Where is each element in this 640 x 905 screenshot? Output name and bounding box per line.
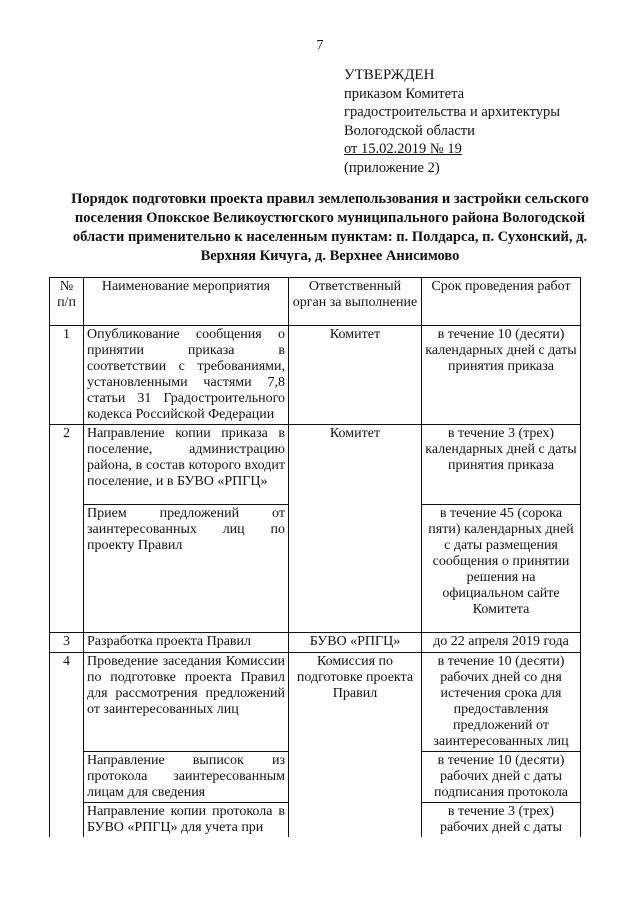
responsible-org: Комиссия по подготовке проекта Правил — [289, 653, 422, 838]
row-number: 2 — [50, 425, 84, 633]
activity-name: Опубликование сообщения о принятии приказа в соответствии с требованиями, установленными частями 7,8 статьи 31 Градостроительного кодекса Российской Федерации — [84, 326, 289, 425]
approval-heading: УТВЕРЖДЕН — [344, 67, 435, 83]
header-org: Ответственный орган за выполнение — [289, 278, 422, 326]
approval-order-number: от 15.02.2019 № 19 — [344, 141, 462, 157]
header-name: Наименование мероприятия — [84, 278, 289, 326]
deadline: в течение 3 (трех) рабочих дней с даты — [422, 803, 581, 838]
activity-name: Направление копии протокола в БУВО «РПГЦ» для учета при — [84, 803, 289, 838]
table-row — [50, 425, 581, 505]
page-number: 7 — [316, 38, 324, 53]
document-title: Порядок подготовки проекта правил землепользования и застройки сельского поселения Опокское Великоустюгского муниципального района Вологодской области применительно к населенным пунктам: п. Полдарса, п. Сухонский, д. Верхняя Кичуга, д. Верхнее Анисимово — [71, 191, 589, 264]
activity-name: Направление выписок из протокола заинтересованным лицам для сведения — [84, 752, 289, 803]
deadline: в течение 10 (десяти) рабочих дней со дня истечения срока для предоставления предложений от заинтересованных лиц — [422, 653, 581, 752]
approval-line: градостроительства и архитектуры — [344, 104, 561, 120]
approval-line: Вологодской области — [344, 122, 475, 139]
deadline: в течение 10 (десяти) рабочих дней с даты подписания протокола — [422, 752, 581, 803]
responsible-org: БУВО «РПГЦ» — [289, 633, 422, 653]
table-row — [50, 633, 581, 653]
row-number: 4 — [50, 653, 84, 838]
activity-name: Прием предложений от заинтересованных лиц по проекту Правил — [84, 505, 289, 633]
table-header-row — [50, 278, 581, 326]
header-num: № п/п — [50, 278, 84, 326]
approval-appendix: (приложение 2) — [344, 159, 440, 176]
activity-name: Проведение заседания Комиссии по подготовке проекта Правил для рассмотрения предложений от заинтересованных лиц — [84, 653, 289, 752]
schedule-table — [49, 277, 581, 837]
deadline: до 22 апреля 2019 года — [422, 633, 581, 653]
responsible-org: Комитет — [289, 425, 422, 633]
activity-name: Направление копии приказа в поселение, администрацию района, в состав которого входит поселение, и в БУВО «РПГЦ» — [84, 425, 289, 505]
responsible-org: Комитет — [289, 326, 422, 425]
deadline: в течение 45 (сорока пяти) календарных дней с даты размещения сообщения о принятии решения на официальном сайте Комитета — [422, 505, 581, 633]
header-term: Срок проведения работ — [422, 278, 581, 326]
row-number: 1 — [50, 326, 84, 425]
approval-line: приказом Комитета — [344, 85, 465, 102]
deadline: в течение 3 (трех) календарных дней с даты принятия приказа — [422, 425, 581, 505]
approval-stamp — [344, 66, 560, 177]
deadline: в течение 10 (десяти) календарных дней с даты принятия приказа — [422, 326, 581, 425]
activity-name: Разработка проекта Правил — [84, 633, 289, 653]
table-row — [50, 326, 581, 425]
table-row — [50, 653, 581, 752]
row-number: 3 — [50, 633, 84, 653]
